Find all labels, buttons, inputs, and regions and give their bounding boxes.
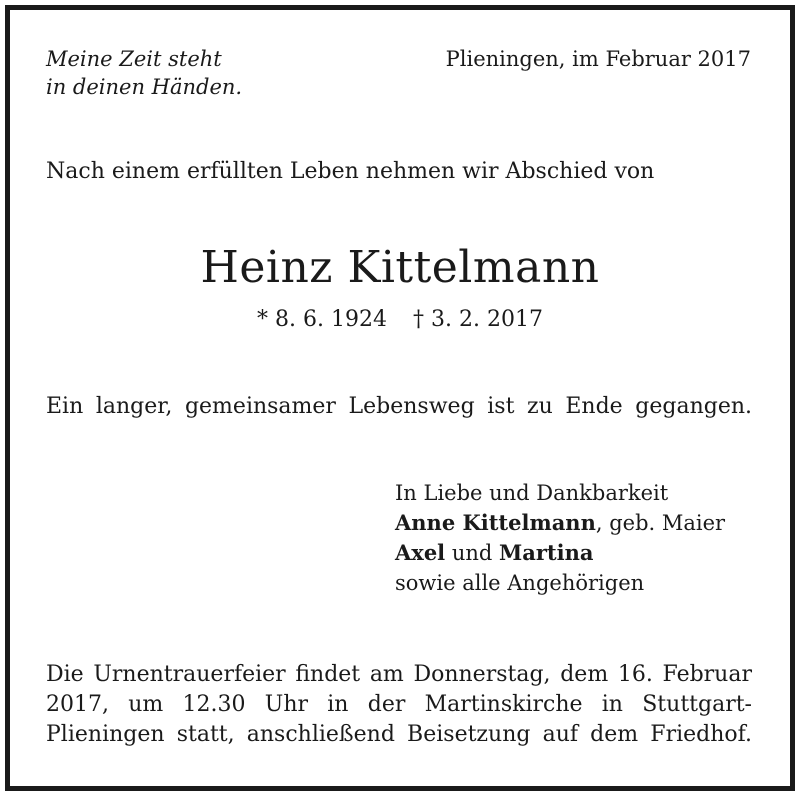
child-name-1: Axel bbox=[395, 540, 446, 565]
mourner-relatives: sowie alle Angehörigen bbox=[395, 571, 645, 595]
funeral-notice bbox=[46, 660, 752, 750]
mourner-children bbox=[395, 538, 725, 568]
place-date: Plieningen, im Februar 2017 bbox=[445, 47, 751, 71]
child-name-2: Martina bbox=[499, 540, 594, 565]
mourners-block bbox=[395, 478, 725, 598]
motto-line-1: Meine Zeit steht bbox=[46, 47, 222, 71]
motto-line-2: in deinen Händen. bbox=[46, 75, 243, 99]
death-date: † 3. 2. 2017 bbox=[413, 307, 543, 332]
children-connector: und bbox=[445, 541, 499, 565]
notice-line-2: 2017, um 12.30 Uhr in der Martinskirche in Stuttgart- bbox=[46, 692, 752, 717]
deceased-name: Heinz Kittelmann bbox=[200, 242, 600, 293]
mourners-heading: In Liebe und Dankbarkeit bbox=[395, 481, 669, 505]
life-path-text: Ein langer, gemeinsamer Lebensweg ist zu Ende gegangen. bbox=[46, 394, 752, 419]
birth-date: * 8. 6. 1924 bbox=[257, 307, 387, 332]
life-dates bbox=[0, 306, 800, 334]
spouse-maiden-name: , geb. Maier bbox=[595, 511, 726, 535]
motto bbox=[46, 45, 242, 101]
intro-text: Nach einem erfüllten Leben nehmen wir Abschied von bbox=[46, 159, 655, 184]
notice-line-1: Die Urnentrauerfeier findet am Donnerstag, dem 16. Februar bbox=[46, 662, 752, 687]
spouse-name: Anne Kittelmann bbox=[395, 510, 596, 535]
mourner-spouse bbox=[395, 508, 725, 538]
notice-line-3: Plieningen statt, anschließend Beisetzung auf dem Friedhof. bbox=[46, 722, 752, 747]
